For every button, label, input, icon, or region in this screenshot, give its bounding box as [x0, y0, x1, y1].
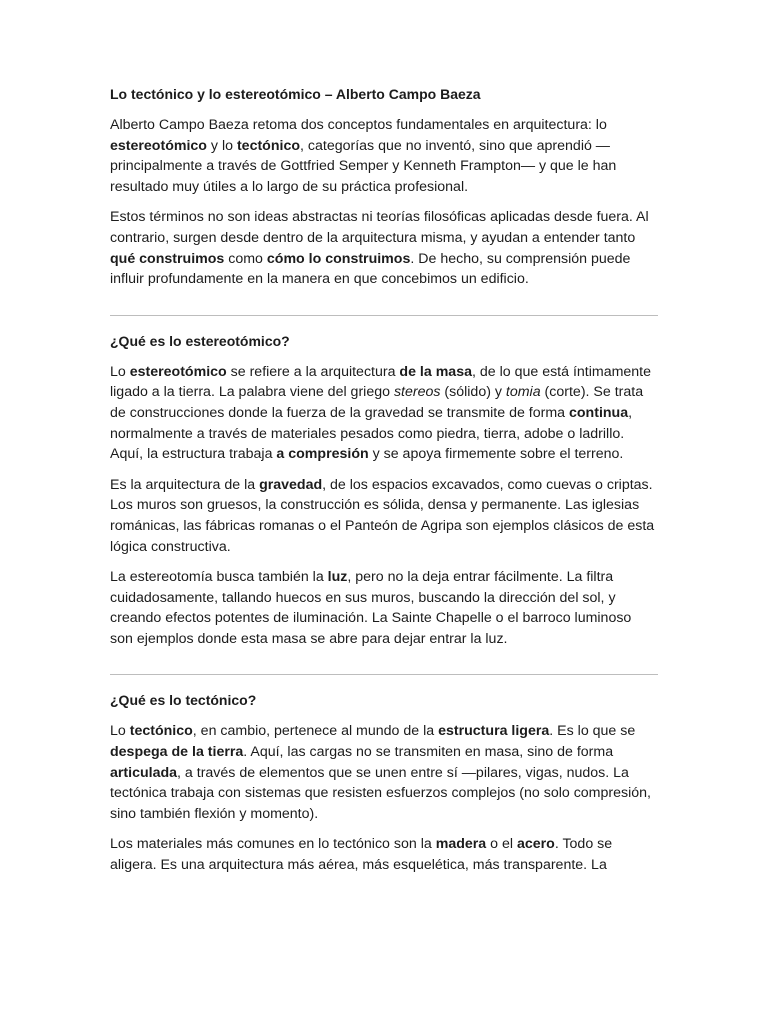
- italic-text: stereos: [393, 384, 441, 401]
- intro-paragraph: [110, 115, 658, 197]
- text-run: y lo: [206, 137, 237, 154]
- section-heading-tectonic: ¿Qué es lo tectónico?: [110, 692, 257, 709]
- text-run: , en cambio, pertenece al mundo de la: [192, 723, 439, 740]
- text-run: . Todo se aligera. Es una arquitectura más aérea, más esquelética, más transparente. La: [110, 836, 613, 874]
- bold-text: qué construimos: [110, 250, 225, 267]
- text-run: , de los espacios excavados, como cuevas o criptas. Los muros son gruesos, la construcción es sólida, densa y permanente. Las iglesias románicas, las fábricas romanas o el Panteón de Agripa son ejemplos clásicos de esta lógica constructiva.: [110, 476, 655, 555]
- text-run: como: [224, 250, 267, 267]
- section-divider: [110, 674, 658, 675]
- intro-paragraph: [110, 207, 658, 289]
- text-run: . Es lo que se: [549, 723, 636, 740]
- bold-text: estructura ligera: [438, 723, 550, 740]
- text-run: La estereotomía busca también la: [110, 569, 328, 586]
- text-run: y se apoya firmemente sobre el terreno.: [368, 446, 624, 463]
- bold-text: acero: [516, 836, 555, 853]
- text-run: , a través de elementos que se unen entre sí —pilares, vigas, nudos. La tectónica trabaja con sistemas que resisten esfuerzos complejos (no solo compresión, sino también flexión y momento).: [110, 764, 651, 822]
- text-run: , categorías que no inventó, sino que aprendió — principalmente a través de Gottfried Semper y Kenneth Frampton— y que le han resultado muy útiles a lo largo de su práctica profesional.: [110, 137, 617, 195]
- document-body: [110, 84, 658, 886]
- section-divider: [110, 315, 658, 316]
- text-run: Lo: [110, 363, 130, 380]
- bold-text: tectónico: [129, 723, 193, 740]
- text-run: Lo: [110, 723, 130, 740]
- text-run: . De hecho, su comprensión puede influir profundamente en la manera en que concebimos un edificio.: [110, 250, 631, 288]
- text-run: (corte). Se trata de construcciones donde la fuerza de la gravedad se transmite de forma: [110, 384, 644, 421]
- body-paragraph: [110, 567, 658, 649]
- text-run: , de lo que está íntimamente ligado a la tierra. La palabra viene del griego: [110, 363, 652, 401]
- text-run: Alberto Campo Baeza retoma dos conceptos fundamentales en arquitectura: lo: [110, 117, 607, 133]
- text-run: , normalmente a través de materiales pesados como piedra, tierra, adobe o ladrillo. Aquí, la estructura trabaja: [110, 404, 633, 463]
- bold-text: estereotómico: [129, 363, 227, 380]
- bold-text: a compresión: [276, 446, 369, 463]
- text-run: . Aquí, las cargas no se transmiten en masa, sino de forma: [243, 744, 614, 761]
- text-run: Es la arquitectura de la: [110, 476, 260, 493]
- bold-text: gravedad: [259, 476, 323, 493]
- bold-text: despega de la tierra: [110, 744, 244, 761]
- italic-text: tomia: [505, 384, 541, 401]
- bold-text: estereotómico: [110, 137, 207, 154]
- document-title: Lo tectónico y lo estereotómico – Alberto Campo Baeza: [110, 86, 481, 102]
- bold-text: cómo lo construimos: [266, 250, 411, 267]
- body-paragraph: [110, 721, 658, 824]
- text-run: (sólido) y: [440, 384, 506, 401]
- bold-text: tectónico: [236, 137, 301, 154]
- text-run: , pero no la deja entrar fácilmente. La filtra cuidadosamente, tallando huecos en sus muros, buscando la dirección del sol, y creando efectos potentes de iluminación. La Sainte Chapelle o el barroco luminoso son ejemplos donde esta masa se abre para dejar entrar la luz.: [110, 569, 632, 647]
- text-run: Estos términos no son ideas abstractas ni teorías filosóficas aplicadas desde fuera. Al contrario, surgen desde dentro de la arquitectura misma, y ayudan a entender tanto: [110, 209, 649, 246]
- body-paragraph: [110, 362, 658, 465]
- bold-text: luz: [327, 569, 348, 586]
- text-run: Los materiales más comunes en lo tectónico son la: [110, 836, 436, 853]
- bold-text: articulada: [110, 764, 178, 781]
- body-paragraph: [110, 475, 658, 557]
- text-run: se refiere a la arquitectura: [226, 363, 400, 380]
- text-run: o el: [486, 836, 517, 853]
- bold-text: de la masa: [399, 363, 472, 380]
- bold-text: continua: [569, 404, 629, 421]
- body-paragraph: [110, 834, 658, 875]
- section-heading-stereotomic: ¿Qué es lo estereotómico?: [110, 332, 290, 349]
- bold-text: madera: [435, 836, 487, 853]
